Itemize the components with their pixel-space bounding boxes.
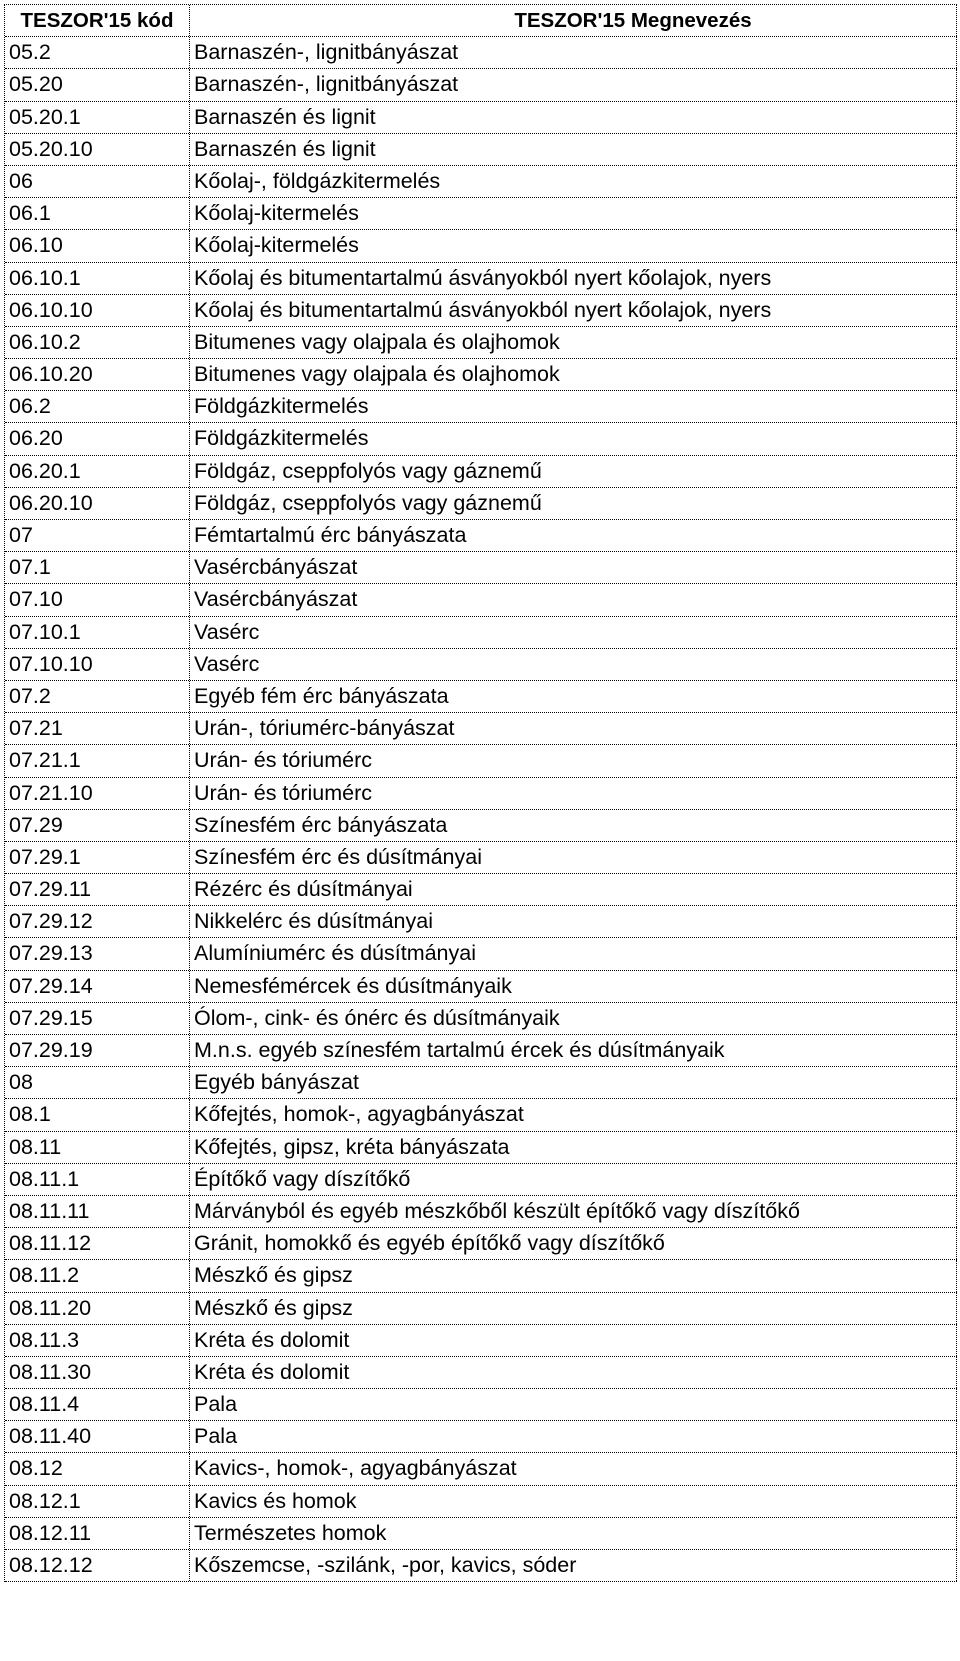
code-cell[interactable]: 07.10.1 [5, 617, 190, 648]
code-cell[interactable]: 08.12.12 [5, 1550, 190, 1581]
code-cell[interactable]: 07.29.19 [5, 1035, 190, 1066]
name-cell[interactable]: Földgáz, cseppfolyós vagy gáznemű [190, 456, 957, 487]
name-cell[interactable]: Kavics és homok [190, 1486, 957, 1517]
table-row [5, 1035, 957, 1067]
name-cell[interactable]: Kőszemcse, -szilánk, -por, kavics, sóder [190, 1550, 957, 1581]
code-cell[interactable]: 06.10.10 [5, 295, 190, 326]
code-cell[interactable]: 07.29.12 [5, 906, 190, 937]
table-row [5, 69, 957, 101]
table-row [5, 1357, 957, 1389]
name-cell[interactable]: Kavics-, homok-, agyagbányászat [190, 1453, 957, 1484]
code-cell[interactable]: 08.11.2 [5, 1260, 190, 1291]
name-cell[interactable]: Rézérc és dúsítmányai [190, 874, 957, 905]
table-row [5, 810, 957, 842]
name-cell[interactable]: Ólom-, cink- és ónérc és dúsítmányaik [190, 1003, 957, 1034]
code-cell[interactable]: 06.10.2 [5, 327, 190, 358]
name-cell[interactable]: Mészkő és gipsz [190, 1260, 957, 1291]
code-cell[interactable]: 07.29.14 [5, 971, 190, 1002]
code-cell[interactable]: 08.11.12 [5, 1228, 190, 1259]
name-cell[interactable]: Barnaszén-, lignitbányászat [190, 37, 957, 68]
name-cell[interactable]: Vasérc [190, 649, 957, 680]
code-cell[interactable]: 06 [5, 166, 190, 197]
name-cell[interactable]: Kőolaj-, földgázkitermelés [190, 166, 957, 197]
table-row [5, 166, 957, 198]
name-cell[interactable]: Barnaszén-, lignitbányászat [190, 69, 957, 100]
table-row [5, 1260, 957, 1292]
name-cell[interactable]: Urán- és tóriumérc [190, 778, 957, 809]
name-cell[interactable]: Kőolaj-kitermelés [190, 230, 957, 261]
code-cell[interactable]: 08.11.3 [5, 1325, 190, 1356]
name-cell[interactable]: Földgáz, cseppfolyós vagy gáznemű [190, 488, 957, 519]
code-cell[interactable]: 08.11.40 [5, 1421, 190, 1452]
table-row [5, 1389, 957, 1421]
table-row [5, 1453, 957, 1485]
name-cell[interactable]: Kőolaj-kitermelés [190, 198, 957, 229]
name-cell[interactable]: Márványból és egyéb mészkőből készült építőkő vagy díszítőkő [190, 1196, 957, 1227]
name-cell[interactable]: Urán- és tóriumérc [190, 745, 957, 776]
name-cell[interactable]: Gránit, homokkő és egyéb építőkő vagy díszítőkő [190, 1228, 957, 1259]
name-cell[interactable]: Kréta és dolomit [190, 1325, 957, 1356]
name-cell[interactable]: Földgázkitermelés [190, 391, 957, 422]
code-cell[interactable]: 07.29.13 [5, 938, 190, 969]
name-cell[interactable]: Nikkelérc és dúsítmányai [190, 906, 957, 937]
code-cell[interactable]: 07.21 [5, 713, 190, 744]
table-row [5, 520, 957, 552]
table-row [5, 391, 957, 423]
table-row [5, 295, 957, 327]
table-row [5, 327, 957, 359]
table-row [5, 1325, 957, 1357]
code-cell[interactable]: 08.11 [5, 1132, 190, 1163]
table-row [5, 198, 957, 230]
code-cell[interactable]: 05.20.1 [5, 102, 190, 133]
table-row [5, 1486, 957, 1518]
header-name-label: TESZOR'15 Megnevezés [514, 9, 752, 32]
code-cell[interactable]: 07.10 [5, 584, 190, 615]
table-row [5, 874, 957, 906]
table-row [5, 1164, 957, 1196]
name-cell[interactable]: Színesfém érc bányászata [190, 810, 957, 841]
code-cell[interactable]: 08.12.11 [5, 1518, 190, 1549]
table-row [5, 584, 957, 616]
code-cell[interactable]: 08 [5, 1067, 190, 1098]
table-row [5, 134, 957, 166]
code-cell[interactable]: 07.29.11 [5, 874, 190, 905]
table-row [5, 1003, 957, 1035]
code-cell[interactable]: 06.20 [5, 423, 190, 454]
code-cell[interactable]: 05.20.10 [5, 134, 190, 165]
code-cell[interactable]: 08.12.1 [5, 1486, 190, 1517]
table-row [5, 713, 957, 745]
table-row [5, 842, 957, 874]
code-cell[interactable]: 07.10.10 [5, 649, 190, 680]
code-cell[interactable]: 05.20 [5, 69, 190, 100]
name-cell[interactable]: Urán-, tóriumérc-bányászat [190, 713, 957, 744]
name-cell[interactable]: Mészkő és gipsz [190, 1293, 957, 1324]
table-row [5, 552, 957, 584]
teszor-table [4, 4, 957, 1582]
code-cell[interactable]: 07.21.10 [5, 778, 190, 809]
table-row [5, 938, 957, 970]
table-row [5, 488, 957, 520]
code-cell[interactable]: 06.10 [5, 230, 190, 261]
name-cell[interactable]: Nemesfémércek és dúsítmányaik [190, 971, 957, 1002]
name-cell[interactable]: Egyéb fém érc bányászata [190, 681, 957, 712]
table-row [5, 1099, 957, 1131]
name-cell[interactable]: Bitumenes vagy olajpala és olajhomok [190, 327, 957, 358]
code-cell[interactable]: 06.20.10 [5, 488, 190, 519]
code-cell[interactable]: 08.12 [5, 1453, 190, 1484]
table-row [5, 37, 957, 69]
name-cell[interactable]: M.n.s. egyéb színesfém tartalmú ércek és dúsítmányaik [190, 1035, 957, 1066]
table-row [5, 649, 957, 681]
table-row [5, 681, 957, 713]
header-name-cell[interactable] [190, 5, 957, 36]
table-row [5, 1550, 957, 1582]
table-row [5, 1228, 957, 1260]
code-cell[interactable]: 08.11.11 [5, 1196, 190, 1227]
code-cell[interactable]: 08.1 [5, 1099, 190, 1130]
table-row [5, 906, 957, 938]
name-cell[interactable]: Természetes homok [190, 1518, 957, 1549]
name-cell[interactable]: Vasérc [190, 617, 957, 648]
name-cell[interactable]: Kréta és dolomit [190, 1357, 957, 1388]
name-cell[interactable]: Barnaszén és lignit [190, 134, 957, 165]
name-cell[interactable]: Pala [190, 1389, 957, 1420]
code-cell[interactable]: 06.20.1 [5, 456, 190, 487]
header-code-cell[interactable]: TESZOR'15 kód [5, 5, 190, 36]
code-cell[interactable]: 07.1 [5, 552, 190, 583]
code-cell[interactable]: 07.29 [5, 810, 190, 841]
name-cell[interactable]: Kőolaj és bitumentartalmú ásványokból nyert kőolajok, nyers [190, 263, 957, 294]
code-cell[interactable]: 07.29.15 [5, 1003, 190, 1034]
table-row [5, 1132, 957, 1164]
table-header-row [5, 5, 957, 37]
table-row [5, 745, 957, 777]
name-cell[interactable]: Vasércbányászat [190, 552, 957, 583]
table-body [5, 37, 957, 1582]
code-cell[interactable]: 06.10.1 [5, 263, 190, 294]
code-cell[interactable]: 07.21.1 [5, 745, 190, 776]
table-row [5, 263, 957, 295]
code-cell[interactable]: 06.10.20 [5, 359, 190, 390]
table-row [5, 1196, 957, 1228]
code-cell[interactable]: 06.2 [5, 391, 190, 422]
name-cell[interactable]: Pala [190, 1421, 957, 1452]
name-cell[interactable]: Vasércbányászat [190, 584, 957, 615]
name-cell[interactable]: Egyéb bányászat [190, 1067, 957, 1098]
table-row [5, 1293, 957, 1325]
name-cell[interactable]: Fémtartalmú érc bányászata [190, 520, 957, 551]
table-row [5, 1421, 957, 1453]
table-row [5, 102, 957, 134]
table-row [5, 230, 957, 262]
code-cell[interactable]: 07 [5, 520, 190, 551]
code-cell[interactable]: 07.29.1 [5, 842, 190, 873]
name-cell[interactable]: Földgázkitermelés [190, 423, 957, 454]
name-cell[interactable]: Alumíniumérc és dúsítmányai [190, 938, 957, 969]
table-row [5, 1518, 957, 1550]
table-row [5, 456, 957, 488]
name-cell[interactable]: Kőfejtés, gipsz, kréta bányászata [190, 1132, 957, 1163]
name-cell[interactable]: Kőolaj és bitumentartalmú ásványokból nyert kőolajok, nyers [190, 295, 957, 326]
name-cell[interactable]: Kőfejtés, homok-, agyagbányászat [190, 1099, 957, 1130]
code-cell[interactable]: 08.11.20 [5, 1293, 190, 1324]
name-cell[interactable]: Építőkő vagy díszítőkő [190, 1164, 957, 1195]
code-cell[interactable]: 05.2 [5, 37, 190, 68]
name-cell[interactable]: Bitumenes vagy olajpala és olajhomok [190, 359, 957, 390]
table-row [5, 971, 957, 1003]
name-cell[interactable]: Színesfém érc és dúsítmányai [190, 842, 957, 873]
code-cell[interactable]: 08.11.4 [5, 1389, 190, 1420]
table-row [5, 1067, 957, 1099]
code-cell[interactable]: 08.11.1 [5, 1164, 190, 1195]
code-cell[interactable]: 07.2 [5, 681, 190, 712]
table-row [5, 617, 957, 649]
code-cell[interactable]: 06.1 [5, 198, 190, 229]
table-row [5, 423, 957, 455]
code-cell[interactable]: 08.11.30 [5, 1357, 190, 1388]
table-row [5, 778, 957, 810]
table-row [5, 359, 957, 391]
name-cell[interactable]: Barnaszén és lignit [190, 102, 957, 133]
